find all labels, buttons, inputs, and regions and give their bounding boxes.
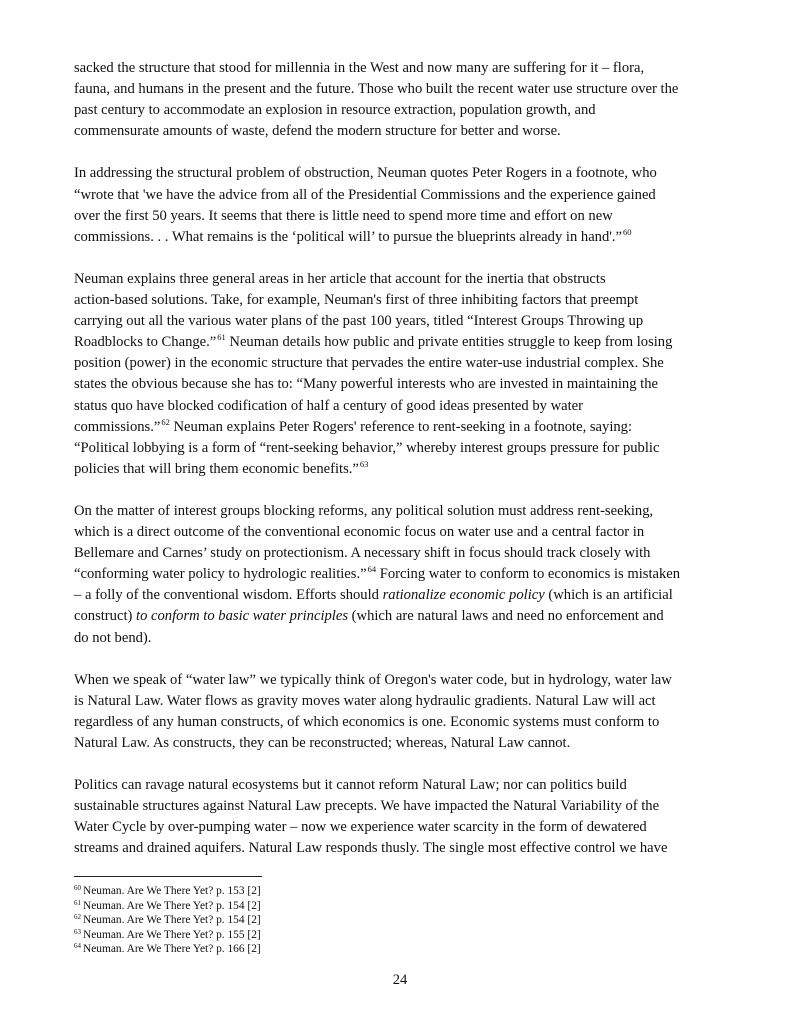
footnote-number: 62 bbox=[74, 913, 81, 922]
text-segment: construct) bbox=[74, 608, 137, 625]
text-line: Politics can ravage natural ecosystems but it cannot reform Natural Law; nor can politics build bbox=[74, 777, 627, 794]
footnote-text: Neuman. Are We There Yet? p. 153 [2] bbox=[83, 885, 261, 897]
text-line bbox=[74, 606, 734, 627]
text-segment: commissions.” bbox=[74, 418, 161, 435]
text-segment: Neuman details how public and private entities struggle to keep from losing bbox=[225, 334, 673, 351]
footnote-text: Neuman. Are We There Yet? p. 154 [2] bbox=[83, 899, 261, 912]
text-segment: Neuman explains Peter Rogers' reference to rent-seeking in a footnote, saying: bbox=[169, 418, 633, 435]
footnote-ref-63[interactable]: 63 bbox=[359, 458, 369, 469]
paragraph-structure-sacked bbox=[74, 58, 734, 142]
text-line: carrying out all the various water plans of the past 100 years, titled “Interest Groups Throwing up bbox=[74, 313, 644, 330]
footnotes-section bbox=[74, 884, 261, 957]
text-line: do not bend). bbox=[74, 629, 152, 646]
text-line: commensurate amounts of waste, defend the modern structure for better and worse. bbox=[74, 123, 561, 140]
footnote-60 bbox=[74, 884, 261, 899]
text-segment: policies that will bring them economic benefits.” bbox=[74, 460, 359, 477]
text-line: sacked the structure that stood for millennia in the West and now many are suffering for it – flora, bbox=[74, 60, 645, 76]
paragraph-inhibiting-factors bbox=[74, 269, 734, 480]
text-line: action-based solutions. Take, for example, Neuman's first of three inhibiting factors that preempt bbox=[74, 292, 639, 309]
document-body bbox=[74, 58, 734, 881]
text-line: When we speak of “water law” we typically think of Oregon's water code, but in hydrology, water law bbox=[74, 671, 672, 688]
text-line: “Political lobbying is a form of “rent-seeking behavior,” whereby interest groups pressure for public bbox=[74, 439, 660, 456]
text-line bbox=[74, 585, 734, 606]
paragraph-rent-seeking bbox=[74, 501, 734, 649]
footnote-separator bbox=[74, 876, 262, 877]
footnote-number: 60 bbox=[74, 884, 81, 892]
text-line: status quo have blocked codification of half a century of good ideas presented by water bbox=[74, 397, 583, 414]
text-line: Water Cycle by over-pumping water – now we experience water scarcity in the form of dewatered bbox=[74, 819, 647, 836]
footnote-number: 63 bbox=[74, 927, 81, 936]
text-line: On the matter of interest groups blocking reforms, any political solution must address rent-seeking, bbox=[74, 502, 654, 519]
page-number: 24 bbox=[392, 972, 408, 988]
emphasis-text: rationalize economic policy bbox=[382, 587, 545, 604]
footnote-64 bbox=[74, 942, 261, 957]
text-line: over the first 50 years. It seems that there is little need to spend more time and effort on new bbox=[74, 207, 613, 224]
text-line: Neuman explains three general areas in her article that account for the inertia that obstructs bbox=[74, 270, 606, 287]
text-line: which is a direct outcome of the conventional economic focus on water use and a central factor in bbox=[74, 524, 645, 541]
text-line: position (power) in the economic structure that pervades the entire water-use industrial complex. She bbox=[74, 355, 664, 372]
text-line bbox=[74, 459, 734, 480]
text-line: regardless of any human constructs, of which economics is one. Economic systems must conform to bbox=[74, 713, 660, 730]
text-line bbox=[74, 227, 734, 248]
text-line: fauna, and humans in the present and the future. Those who built the recent water use structure over the bbox=[74, 81, 679, 98]
footnote-62 bbox=[74, 913, 261, 928]
text-line: states the obvious because she has to: “Many powerful interests who are invested in maintaining the bbox=[74, 376, 659, 393]
text-line: “wrote that 'we have the advice from all of the Presidential Commissions and the experience gained bbox=[74, 186, 656, 203]
text-line: Natural Law. As constructs, they can be reconstructed; whereas, Natural Law cannot. bbox=[74, 735, 571, 751]
text-segment: (which is an artificial bbox=[544, 587, 673, 604]
text-segment: Forcing water to conform to economics is mistaken bbox=[376, 566, 681, 583]
text-segment: commissions. . . What remains is the ‘political will’ to pursue the blueprints already in hand'.” bbox=[74, 228, 623, 245]
text-line bbox=[74, 417, 734, 438]
text-line: past century to accommodate an explosion in resource extraction, population growth, and bbox=[74, 102, 596, 119]
footnote-ref-64[interactable]: 64 bbox=[367, 564, 377, 575]
footnote-ref-60[interactable]: 60 bbox=[623, 226, 632, 237]
footnote-63 bbox=[74, 928, 261, 943]
text-line: Bellemare and Carnes’ study on protectionism. A necessary shift in focus should track closely with bbox=[74, 545, 651, 562]
footnote-ref-62[interactable]: 62 bbox=[161, 416, 170, 427]
footnote-text: Neuman. Are We There Yet? p. 154 [2] bbox=[83, 914, 261, 927]
footnote-text: Neuman. Are We There Yet? p. 166 [2] bbox=[83, 943, 261, 956]
text-segment: (which are natural laws and need no enforcement and bbox=[348, 608, 664, 625]
footnote-number: 64 bbox=[74, 942, 81, 951]
footnote-text: Neuman. Are We There Yet? p. 155 [2] bbox=[83, 928, 261, 941]
text-line: In addressing the structural problem of obstruction, Neuman quotes Peter Rogers in a footnote, who bbox=[74, 165, 657, 182]
text-line bbox=[74, 332, 734, 353]
footnote-number: 61 bbox=[74, 898, 81, 907]
paragraph-rogers-quote bbox=[74, 163, 734, 247]
emphasis-text: to conform to basic water principles bbox=[136, 608, 349, 625]
text-line: is Natural Law. Water flows as gravity moves water along hydraulic gradients. Natural Law will act bbox=[74, 692, 656, 709]
text-line: sustainable structures against Natural Law precepts. We have impacted the Natural Variability of the bbox=[74, 798, 660, 815]
text-segment: – a folly of the conventional wisdom. Efforts should bbox=[74, 587, 383, 604]
text-line: streams and drained aquifers. Natural Law responds thusly. The single most effective control we have bbox=[74, 840, 668, 857]
paragraph-water-law bbox=[74, 670, 734, 754]
text-line bbox=[74, 564, 734, 585]
text-segment: “conforming water policy to hydrologic realities.” bbox=[74, 566, 367, 583]
footnote-61 bbox=[74, 899, 261, 914]
text-segment: Roadblocks to Change.” bbox=[74, 334, 217, 351]
paragraph-politics-natural-law bbox=[74, 775, 734, 859]
footnote-ref-61[interactable]: 61 bbox=[217, 332, 226, 343]
